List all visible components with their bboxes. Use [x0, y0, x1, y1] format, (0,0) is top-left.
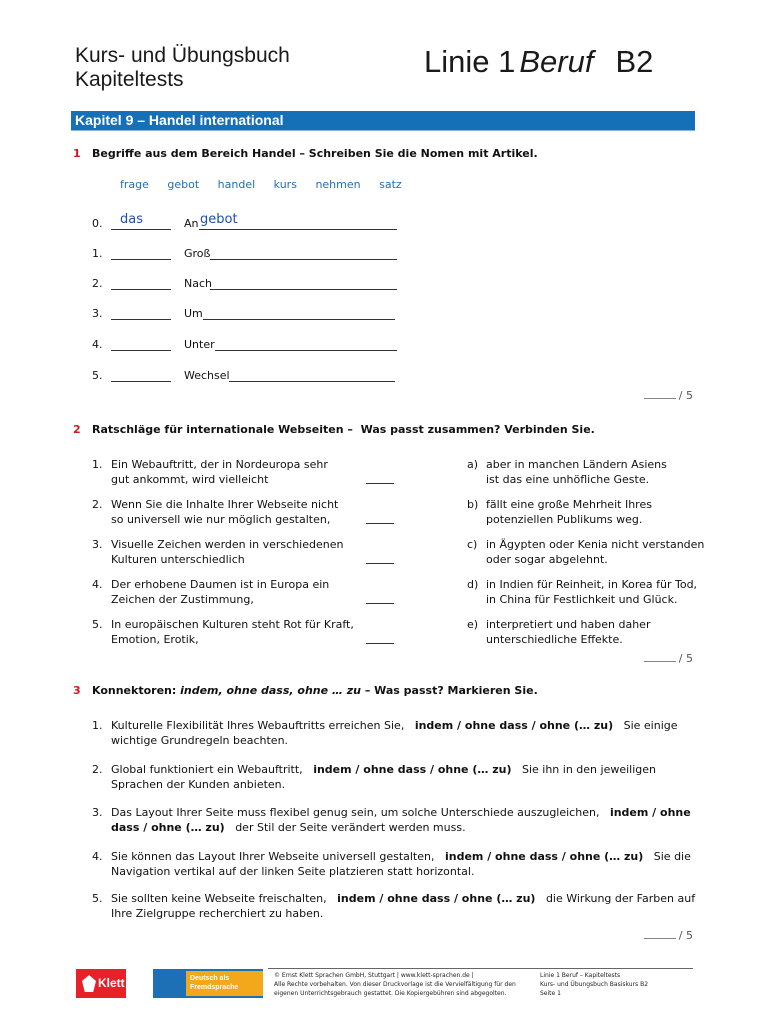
task3-item: 1. Kulturelle Flexibilität Ihres Webauftritts erreichen Sie, indem / ohne dass / ohne (… zu) Sie einige wichtige Grundregeln beachten.	[92, 719, 678, 747]
task2-right-item: b) fällt eine große Mehrheit Ihres potenziellen Publikums weg.	[467, 498, 652, 526]
noun-prefix: Nach	[184, 277, 212, 290]
klett-mark-icon	[82, 975, 96, 992]
connector-options[interactable]: indem / ohne dass / ohne (… zu)	[414, 719, 614, 732]
task3-item: 2. Global funktioniert ein Webauftritt, indem / ohne dass / ohne (… zu) Sie ihn in den jeweiligen Sprachen der Kunden anbieten.	[92, 763, 656, 791]
footer-divider	[268, 968, 693, 969]
task1-word-bank	[120, 178, 420, 191]
book-title-line2: Kapiteltests	[75, 68, 184, 91]
brand-series: Linie 1	[424, 44, 516, 79]
handwritten-noun: gebot	[200, 212, 238, 227]
answer-slot[interactable]	[366, 603, 394, 604]
task2-left-item: 4. Der erhobene Daumen ist in Europa ein Zeichen der Zustimmung,	[92, 578, 330, 606]
task3-item: 3. Das Layout Ihrer Seite muss flexibel genug sein, um solche Unterschiede auszugleichen, indem / ohne dass / ohne (… zu) der Stil der Seite verändert werden muss.	[92, 806, 691, 834]
row-number: 2.	[92, 277, 103, 290]
noun-field[interactable]	[210, 247, 397, 260]
task3-number: 3	[73, 684, 81, 697]
connector-options[interactable]: indem / ohne dass / ohne (… zu)	[337, 892, 536, 905]
word-bank-item: frage	[120, 178, 149, 191]
brand-logo	[424, 44, 653, 80]
klett-logo: Klett	[76, 969, 126, 998]
noun-field[interactable]	[215, 338, 397, 351]
daf-logo: Deutsch als Fremdsprache	[153, 969, 263, 998]
task2-left-item: 2. Wenn Sie die Inhalte Ihrer Webseite nicht so universell wie nur möglich gestalten,	[92, 498, 339, 526]
noun-field[interactable]	[203, 307, 395, 320]
book-title-line1: Kurs- und Übungsbuch	[75, 44, 290, 67]
noun-field[interactable]	[199, 212, 397, 230]
task2-right-item: e) interpretiert und haben daher unterschiedliche Effekte.	[467, 618, 651, 646]
chapter-title: Kapitel 9 – Handel international	[75, 112, 284, 128]
answer-slot[interactable]	[366, 483, 394, 484]
connector-options[interactable]: indem / ohne dass / ohne (… zu)	[313, 763, 512, 776]
score-field[interactable]	[644, 389, 676, 399]
noun-field[interactable]	[210, 277, 397, 290]
task2-right-item: c) in Ägypten oder Kenia nicht verstanden oder sogar abgelehnt.	[467, 538, 705, 566]
chapter-bar	[71, 111, 695, 130]
task1-score: / 5	[644, 389, 693, 402]
task3-item: 5. Sie sollten keine Webseite freischalten, indem / ohne dass / ohne (… zu) die Wirkung der Farben auf Ihre Zielgruppe recherchiert zu haben.	[92, 892, 696, 920]
brand-level: B2	[615, 44, 654, 79]
footer-book-info: Linie 1 Beruf – Kapiteltests Kurs- und Übungsbuch Basiskurs B2 Seite 1	[540, 972, 649, 997]
task2-left-item: 3. Visuelle Zeichen werden in verschiedenen Kulturen unterschiedlich	[92, 538, 344, 566]
task2-right-item: d) in Indien für Reinheit, in Korea für Tod, in China für Festlichkeit und Glück.	[467, 578, 698, 606]
brand-beruf: Beruf	[519, 44, 594, 79]
noun-prefix: Wechsel	[184, 369, 230, 382]
connector-options[interactable]: indem / ohne dass / ohne (… zu)	[111, 806, 691, 834]
word-bank-item: satz	[379, 178, 402, 191]
task2-left-item: 1. Ein Webauftritt, der in Nordeuropa sehr gut ankommt, wird vielleicht	[92, 458, 328, 486]
word-bank-item: handel	[217, 178, 256, 191]
connector-options[interactable]: indem / ohne dass / ohne (… zu)	[444, 850, 644, 863]
answer-slot[interactable]	[366, 563, 394, 564]
article-field[interactable]	[111, 212, 171, 230]
row-number: 1.	[92, 247, 103, 260]
row-number: 0.	[92, 217, 103, 230]
book-title	[75, 44, 290, 92]
task2-number: 2	[73, 423, 81, 436]
page-number: Seite 1	[540, 990, 561, 997]
task1-instruction: Begriffe aus dem Bereich Handel – Schreiben Sie die Nomen mit Artikel.	[92, 147, 538, 160]
task1-number: 1	[73, 147, 81, 160]
score-field[interactable]	[644, 652, 676, 662]
row-number: 5.	[92, 369, 103, 382]
task2-score: / 5	[644, 652, 693, 665]
chapter-bar-underline	[71, 130, 695, 131]
word-bank-item: nehmen	[315, 178, 361, 191]
answer-slot[interactable]	[366, 643, 394, 644]
article-field[interactable]	[111, 247, 171, 260]
article-field[interactable]	[111, 277, 171, 290]
word-bank-item: gebot	[167, 178, 200, 191]
task3-item: 4. Sie können das Layout Ihrer Webseite universell gestalten, indem / ohne dass / ohne (… zu) Sie die Navigation vertikal auf der linken Seite platzieren statt horizontal.	[92, 850, 691, 878]
task3-instruction: Konnektoren: indem, ohne dass, ohne … zu – Was passt? Markieren Sie.	[92, 684, 538, 697]
word-bank-item: kurs	[273, 178, 297, 191]
handwritten-article: das	[120, 212, 143, 227]
noun-prefix: Um	[184, 307, 203, 320]
article-field[interactable]	[111, 369, 171, 382]
noun-prefix: Groß	[184, 247, 211, 260]
task2-instruction: Ratschläge für internationale Webseiten – Was passt zusammen? Verbinden Sie.	[92, 423, 595, 436]
task3-score: / 5	[644, 929, 693, 942]
footer-copyright: © Ernst Klett Sprachen GmbH, Stuttgart | www.klett-sprachen.de | Alle Rechte vorbehalten. Von dieser Druckvorlage ist die Vervielfältigung für den eigenen Unterrichtsgebrauch gestattet. Die Kopiergebühren sind abgegolten.	[274, 972, 516, 997]
noun-prefix: An	[184, 217, 199, 230]
noun-prefix: Unter	[184, 338, 215, 351]
score-field[interactable]	[644, 929, 676, 939]
task2-right-item: a) aber in manchen Ländern Asiens ist das eine unhöfliche Geste.	[467, 458, 667, 486]
answer-slot[interactable]	[366, 523, 394, 524]
article-field[interactable]	[111, 307, 171, 320]
noun-field[interactable]	[229, 369, 395, 382]
task2-left-item: 5. In europäischen Kulturen steht Rot für Kraft, Emotion, Erotik,	[92, 618, 354, 646]
row-number: 4.	[92, 338, 103, 351]
row-number: 3.	[92, 307, 103, 320]
article-field[interactable]	[111, 338, 171, 351]
